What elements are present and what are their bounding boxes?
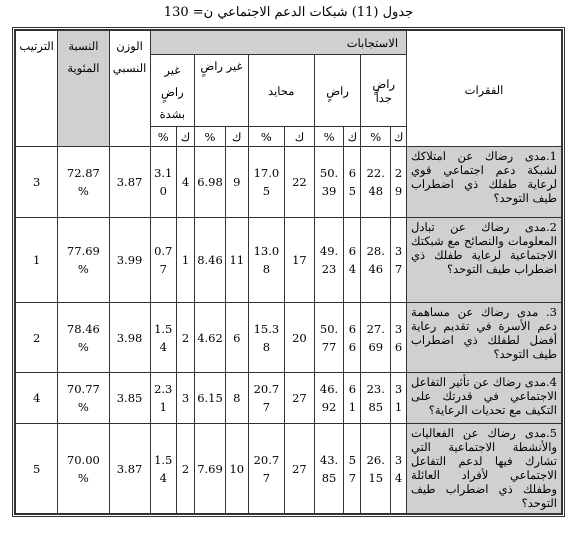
- table-body: [16, 147, 562, 514]
- subheader-k: ك: [285, 127, 315, 147]
- count-cell: 37: [391, 217, 407, 302]
- percent-cell: 20.77: [248, 373, 284, 424]
- subheader-k: ك: [344, 127, 361, 147]
- count-cell: 11: [225, 217, 248, 302]
- count-cell: 27: [285, 373, 315, 424]
- percent-cell: 27.69: [361, 302, 391, 373]
- table-row: [16, 217, 562, 302]
- count-cell: 34: [391, 424, 407, 514]
- percent-cell: 43.85: [314, 424, 344, 514]
- subheader-pct: %: [314, 127, 344, 147]
- percent-total-cell: 77.69 %: [58, 217, 109, 302]
- percent-cell: 2.31: [150, 373, 176, 424]
- percent-cell: 8.46: [195, 217, 226, 302]
- count-cell: 31: [391, 373, 407, 424]
- item-text: 4.مدى رضاك عن تأثير التفاعل الاجتماعي في قدرتك على التكيف مع تحديات الرعاية؟: [407, 373, 562, 424]
- percent-cell: 28.46: [361, 217, 391, 302]
- count-cell: 36: [391, 302, 407, 373]
- count-cell: 57: [344, 424, 361, 514]
- percent-cell: 15.38: [248, 302, 284, 373]
- rank-cell: 4: [16, 373, 58, 424]
- header-items: الفقرات: [407, 31, 562, 147]
- count-cell: 66: [344, 302, 361, 373]
- percent-cell: 7.69: [195, 424, 226, 514]
- percent-total-cell: 78.46 %: [58, 302, 109, 373]
- rank-cell: 2: [16, 302, 58, 373]
- item-text: 1.مدى رضاك عن امتلاكك لشبكة دعم اجتماعي قوي لرعاية طفلك ذي اضطراب طيف التوحد؟: [407, 147, 562, 218]
- table-row: [16, 373, 562, 424]
- percent-total-cell: 72.87 %: [58, 147, 109, 218]
- percent-cell: 46.92: [314, 373, 344, 424]
- table-caption: جدول (11) شبكات الدعم الاجتماعي ن= 130: [163, 5, 414, 20]
- rank-cell: 3: [16, 147, 58, 218]
- table-row: [16, 302, 562, 373]
- count-cell: 22: [285, 147, 315, 218]
- percent-cell: 50.39: [314, 147, 344, 218]
- header-weight: الوزن النسبي: [109, 31, 150, 147]
- header-very-dissatisfied: غير راضٍ بشدة: [150, 55, 195, 127]
- percent-cell: 22.48: [361, 147, 391, 218]
- header-neutral: محايد: [248, 55, 314, 127]
- count-cell: 2: [176, 302, 194, 373]
- weight-cell: 3.87: [109, 424, 150, 514]
- percent-cell: 4.62: [195, 302, 226, 373]
- rank-cell: 1: [16, 217, 58, 302]
- percent-cell: 1.54: [150, 424, 176, 514]
- count-cell: 8: [225, 373, 248, 424]
- percent-cell: 13.08: [248, 217, 284, 302]
- percent-cell: 49.23: [314, 217, 344, 302]
- percent-cell: 3.10: [150, 147, 176, 218]
- weight-cell: 3.85: [109, 373, 150, 424]
- subheader-pct: %: [361, 127, 391, 147]
- count-cell: 3: [176, 373, 194, 424]
- percent-cell: 23.85: [361, 373, 391, 424]
- subheader-k: ك: [225, 127, 248, 147]
- count-cell: 6: [225, 302, 248, 373]
- percent-cell: 6.98: [195, 147, 226, 218]
- subheader-pct: %: [195, 127, 226, 147]
- percent-total-cell: 70.00 %: [58, 424, 109, 514]
- percent-cell: 50.77: [314, 302, 344, 373]
- percent-cell: 1.54: [150, 302, 176, 373]
- subheader-pct: %: [150, 127, 176, 147]
- item-text: 3. مدى رضاك عن مساهمة دعم الأسرة في تقديم رعاية أفضل لطفلك ذي اضطراب طيف التوحد؟: [407, 302, 562, 373]
- item-text: 2.مدى رضاك عن تبادل المعلومات والنصائح مع شبكتك الاجتماعية لرعاية طفلك ذي اضطراب طيف التوحد؟: [407, 217, 562, 302]
- percent-cell: 0.77: [150, 217, 176, 302]
- subheader-k: ك: [391, 127, 407, 147]
- header-rank: الترتيب: [16, 31, 58, 147]
- table-frame: [12, 27, 565, 517]
- header-percent: النسبة المئوية: [58, 31, 109, 147]
- percent-cell: 20.77: [248, 424, 284, 514]
- count-cell: 27: [285, 424, 315, 514]
- header-dissatisfied: غير راضٍ: [195, 55, 249, 127]
- percent-cell: 26.15: [361, 424, 391, 514]
- item-text: 5.مدى رضاك عن الفعاليات والأنشطة الاجتماعية التي تشارك فيها لدعم التفاعل الاجتماعي لأفراد العائلة وطفلك ذي اضطراب طيف التوحد؟: [407, 424, 562, 514]
- count-cell: 4: [176, 147, 194, 218]
- count-cell: 61: [344, 373, 361, 424]
- weight-cell: 3.99: [109, 217, 150, 302]
- table-row: [16, 424, 562, 514]
- count-cell: 17: [285, 217, 315, 302]
- subheader-pct: %: [248, 127, 284, 147]
- support-networks-table: [15, 30, 562, 514]
- count-cell: 10: [225, 424, 248, 514]
- weight-cell: 3.98: [109, 302, 150, 373]
- count-cell: 1: [176, 217, 194, 302]
- count-cell: 9: [225, 147, 248, 218]
- header-satisfied: راضٍ: [314, 55, 361, 127]
- header-very-satisfied: راضٍ جداً: [361, 55, 407, 127]
- count-cell: 20: [285, 302, 315, 373]
- header-responses: الاستجابات: [150, 31, 406, 55]
- count-cell: 29: [391, 147, 407, 218]
- weight-cell: 3.87: [109, 147, 150, 218]
- count-cell: 2: [176, 424, 194, 514]
- count-cell: 64: [344, 217, 361, 302]
- rank-cell: 5: [16, 424, 58, 514]
- percent-cell: 17.05: [248, 147, 284, 218]
- percent-total-cell: 70.77 %: [58, 373, 109, 424]
- count-cell: 65: [344, 147, 361, 218]
- table-row: [16, 147, 562, 218]
- subheader-k: ك: [176, 127, 194, 147]
- percent-cell: 6.15: [195, 373, 226, 424]
